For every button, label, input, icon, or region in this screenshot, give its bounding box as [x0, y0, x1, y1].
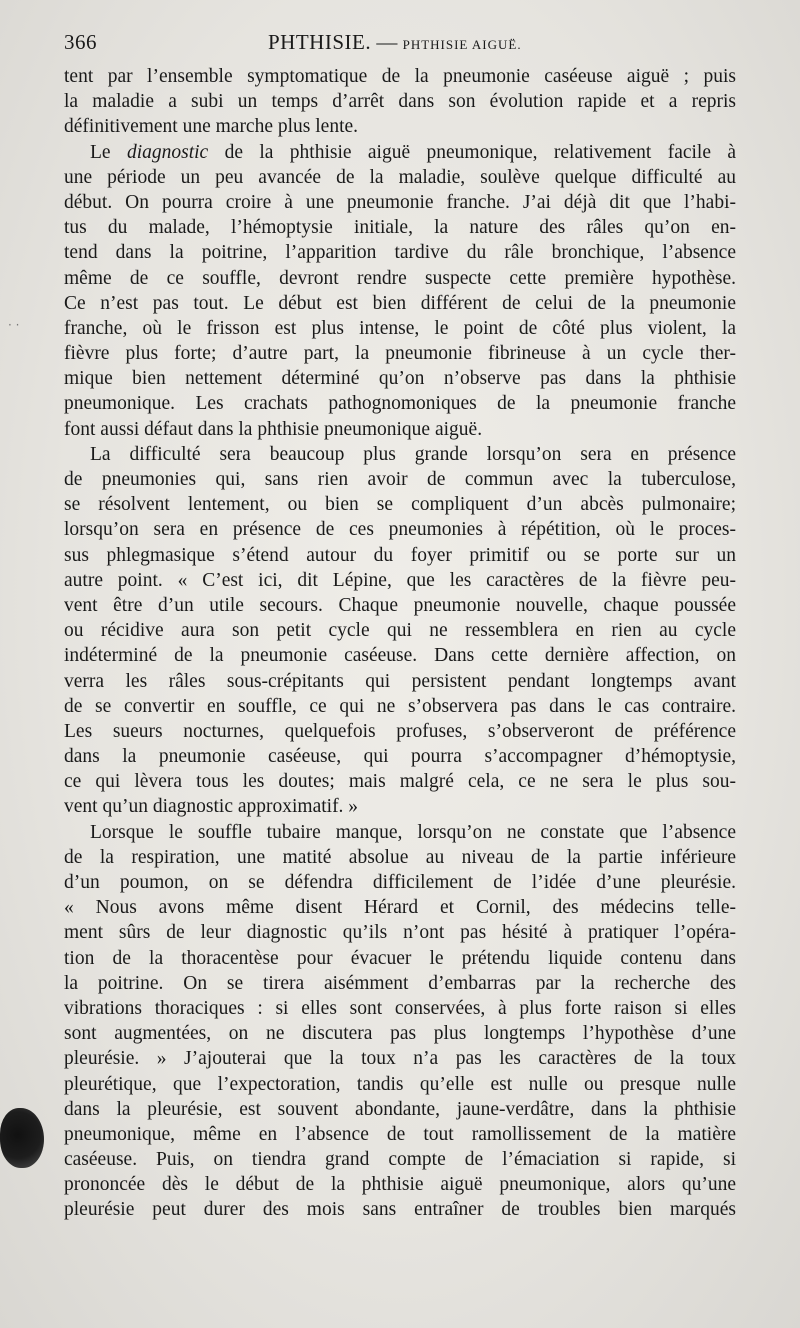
text-fragment: de la phthisie aiguë pneumonique, relativement facile à — [224, 141, 737, 163]
running-head-title: PHTHISIE. — [268, 30, 372, 54]
text-line: une période un peu avancée de la maladie, soulève quelque difficulté au — [64, 166, 736, 188]
running-head-separator: — — [376, 30, 398, 54]
text-line: mique bien nettement déterminé qu’on n’observe pas dans la phthisie — [64, 368, 736, 390]
text-line: pleurétique, que l’expectoration, tandis qu’elle est nulle ou presque nulle — [64, 1073, 736, 1095]
ink-blot — [0, 1108, 44, 1168]
margin-mark: · · — [8, 318, 20, 332]
text-line: se résolvent lentement, ou bien se compliquent d’un abcès pulmonaire; — [64, 494, 736, 516]
text-line: La difficulté sera beaucoup plus grande lorsqu’on sera en présence — [90, 443, 736, 465]
text-line: même de ce souffle, devront rendre suspecte cette première hypothèse. — [64, 267, 736, 289]
text-line: Les sueurs nocturnes, quelquefois profuses, s’observeront de préférence — [64, 720, 736, 742]
text-line: vent être d’un utile secours. Chaque pneumonie nouvelle, chaque poussée — [64, 594, 736, 616]
text-fragment: Le — [90, 141, 111, 163]
running-head-subtitle: PHTHISIE AIGUË. — [402, 37, 522, 52]
text-line: prononcée dès le début de la phthisie aiguë pneumonique, alors qu’une — [64, 1174, 736, 1196]
text-line: autre point. « C’est ici, dit Lépine, que les caractères de la fièvre peu- — [64, 569, 736, 591]
text-line: d’un poumon, on se défendra difficilement de l’idée d’une pleurésie. — [64, 872, 736, 893]
text-line: indéterminé de la pneumonie caséeuse. Dans cette dernière affection, on — [64, 645, 736, 667]
text-line: font aussi défaut dans la phthisie pneumonique aiguë. — [64, 418, 483, 440]
text-line-diagnostic — [64, 140, 736, 165]
text-line: pleurésie. » J’ajouterai que la toux n’a pas les caractères de la toux — [64, 1048, 736, 1070]
text-line: début. On pourra croire à une pneumonie franche. J’ai déjà dit que l’habi- — [64, 191, 736, 213]
text-line: la poitrine. On se tirera aisémment d’embarras par la recherche des — [64, 972, 736, 994]
text-line: dans la pleurésie, est souvent abondante, jaune-verdâtre, dans la phthisie — [64, 1098, 736, 1120]
text-line: ment sûrs de leur diagnostic qu’ils n’ont pas hésité à pratiquer l’opéra- — [64, 922, 736, 944]
text-line: de la respiration, une matité absolue au niveau de la partie inférieure — [64, 846, 736, 868]
text-line: tend dans la poitrine, l’apparition tardive du râle bronchique, l’absence — [64, 242, 736, 264]
text-line: vent qu’un diagnostic approximatif. » — [64, 796, 359, 818]
text-line: sont augmentées, on ne discutera pas plus longtemps l’hypothèse d’une — [64, 1023, 736, 1045]
text-line: pneumonique, même en l’absence de tout ramollissement de la matière — [64, 1123, 736, 1145]
text-line: verra les râles sous-crépitants qui persistent pendant longtemps avant — [64, 670, 736, 692]
text-line: de pneumonies qui, sans rien avoir de commun avec la tuberculose, — [64, 469, 736, 490]
text-line: franche, où le frisson est plus intense, le point de côté plus violent, la — [64, 317, 736, 339]
text-line: tent par l’ensemble symptomatique de la pneumonie caséeuse aiguë ; puis — [64, 66, 736, 87]
text-line: caséeuse. Puis, on tiendra grand compte de l’émaciation si rapide, si — [64, 1149, 736, 1171]
running-head — [268, 30, 522, 55]
body-text — [64, 64, 736, 1223]
text-line: tus du malade, l’hémoptysie initiale, la nature des râles qu’on en- — [64, 217, 736, 239]
text-line: fièvre plus forte; d’autre part, la pneumonie fibrineuse à un cycle ther- — [64, 343, 736, 365]
text-line: dans la pneumonie caséeuse, qui pourra s’accompagner d’hémoptysie, — [64, 746, 736, 768]
page-number: 366 — [64, 30, 97, 54]
text-line: Lorsque le souffle tubaire manque, lorsqu’on ne constate que l’absence — [90, 821, 736, 843]
text-line: ce qui lèvera tous les doutes; mais malgré cela, ce ne sera le plus sou- — [64, 771, 736, 793]
text-line: tion de la thoracentèse pour évacuer le prétendu liquide contenu dans — [64, 947, 736, 969]
text-line: ou récidive aura son petit cycle qui ne ressemblera en rien au cycle — [64, 620, 736, 642]
text-line: vibrations thoraciques : si elles sont conservées, à plus forte raison si elles — [64, 997, 736, 1019]
text-line: « Nous avons même disent Hérard et Cornil, des médecins telle- — [64, 897, 736, 919]
page-header — [64, 30, 736, 60]
text-line: pleurésie peut durer des mois sans entraîner de troubles bien marqués — [64, 1199, 736, 1221]
text-line: pneumonique. Les crachats pathognomoniques de la pneumonie franche — [64, 393, 736, 415]
italic-term: diagnostic — [126, 141, 209, 163]
text-line: définitivement une marche plus lente. — [64, 116, 359, 138]
text-line: lorsqu’on sera en présence de ces pneumonies à répétition, où le proces- — [64, 519, 736, 541]
text-line: de se convertir en souffle, ce qui ne s’observera pas dans le cas contraire. — [64, 695, 736, 717]
text-line: Ce n’est pas tout. Le début est bien différent de celui de la pneumonie — [64, 292, 736, 314]
text-line: la maladie a subi un temps d’arrêt dans son évolution rapide et a repris — [64, 91, 736, 113]
text-line: sus phlegmasique s’étend autour du foyer primitif ou se porte sur un — [64, 544, 736, 566]
